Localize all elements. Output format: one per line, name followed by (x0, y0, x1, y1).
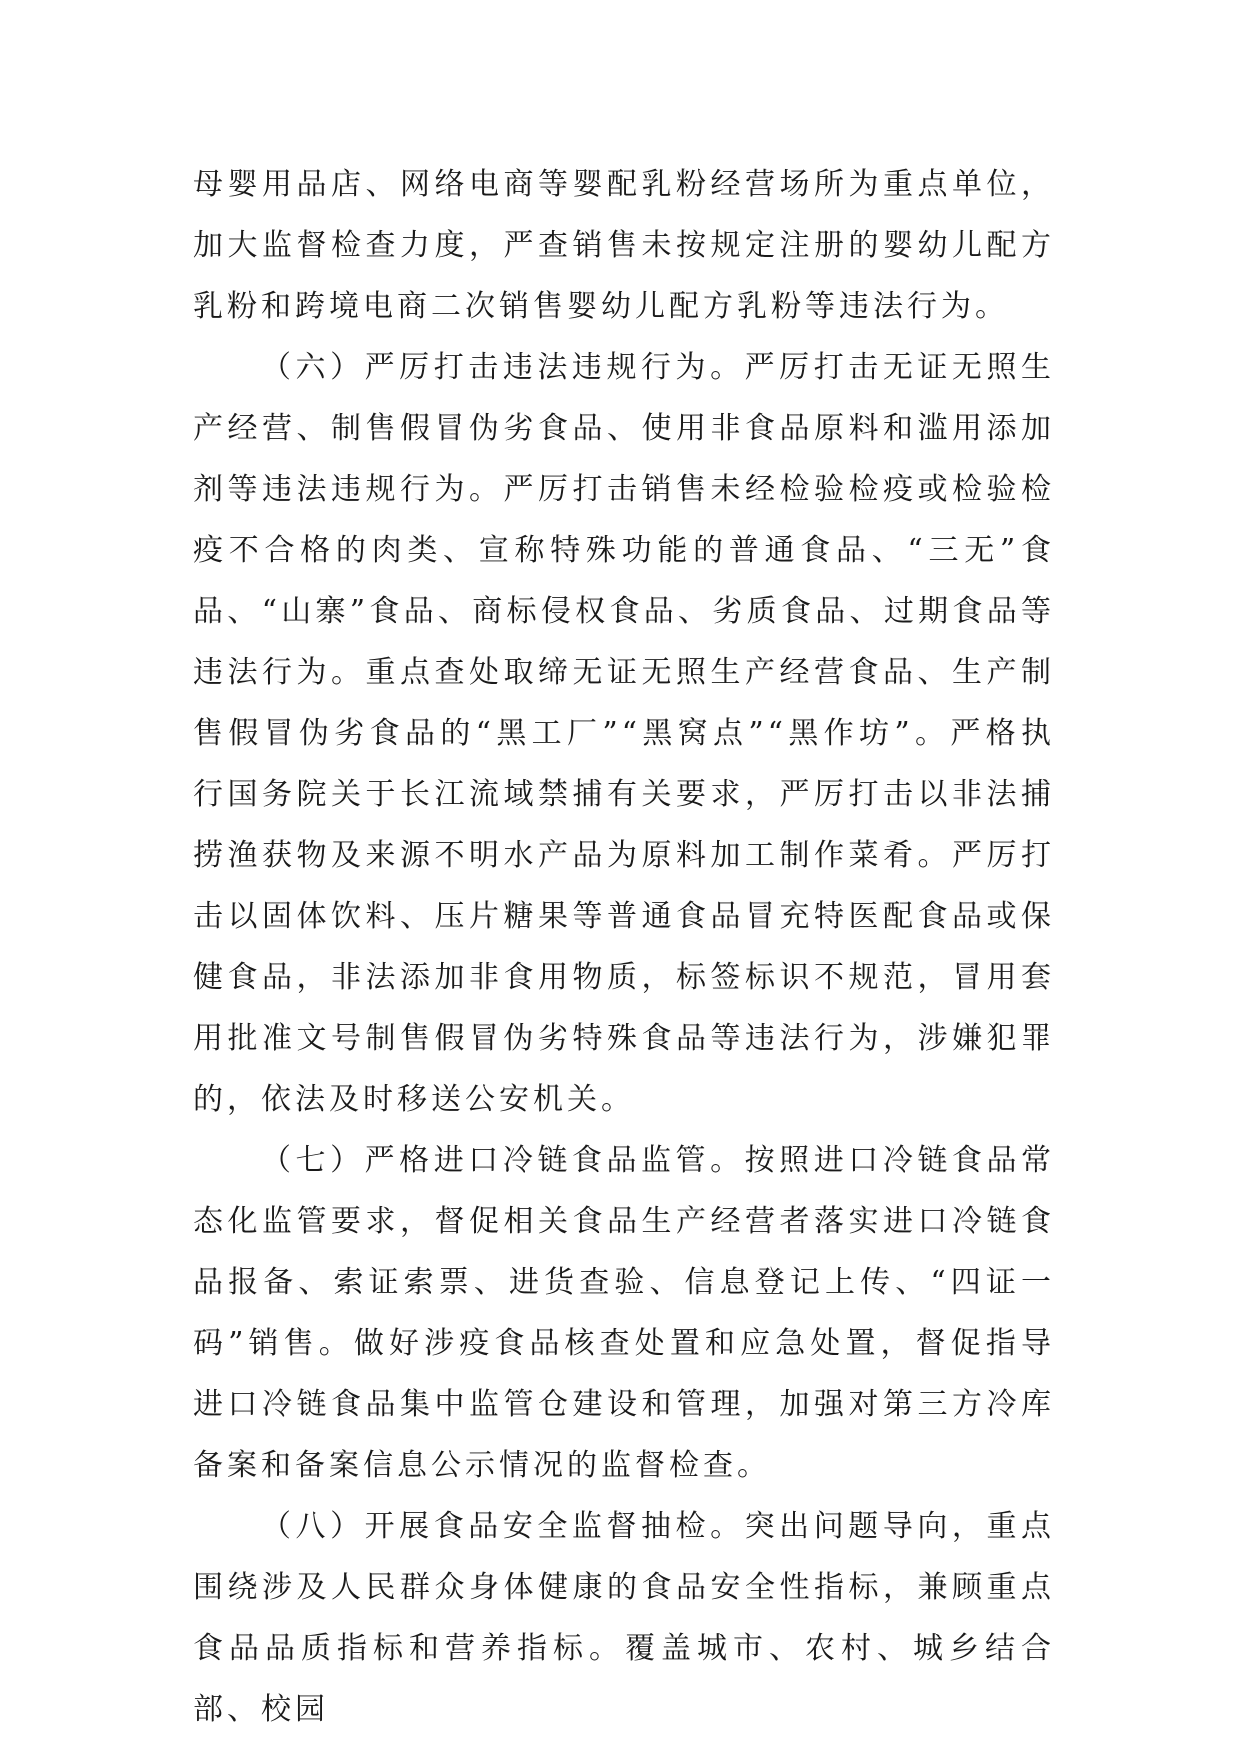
document-body (193, 154, 1055, 1740)
paragraph-continuation: 母婴用品店、网络电商等婴配乳粉经营场所为重点单位，加大监督检查力度，严查销售未按规定注册的婴幼儿配方乳粉和跨境电商二次销售婴幼儿配方乳粉等违法行为。 (193, 167, 1055, 324)
paragraph-section-8: （八）开展食品安全监督抽检。突出问题导向，重点围绕涉及人民群众身体健康的食品安全性指标，兼顾重点食品品质指标和营养指标。覆盖城市、农村、城乡结合部、校园 (193, 1509, 1055, 1727)
paragraph-section-7: （七）严格进口冷链食品监管。按照进口冷链食品常态化监管要求，督促相关食品生产经营者落实进口冷链食品报备、索证索票、进货查验、信息登记上传、“四证一码”销售。做好涉疫食品核查处置和应急处置，督促指导进口冷链食品集中监管仓建设和管理，加强对第三方冷库备案和备案信息公示情况的监督检查。 (193, 1143, 1055, 1483)
paragraph-section-6: （六）严厉打击违法违规行为。严厉打击无证无照生产经营、制售假冒伪劣食品、使用非食品原料和滥用添加剂等违法违规行为。严厉打击销售未经检验检疫或检验检疫不合格的肉类、宣称特殊功能的普通食品、“三无”食品、“山寨”食品、商标侵权食品、劣质食品、过期食品等违法行为。重点查处取缔无证无照生产经营食品、生产制售假冒伪劣食品的“黑工厂”“黑窝点”“黑作坊”。严格执行国务院关于长江流域禁捕有关要求，严厉打击以非法捕捞渔获物及来源不明水产品为原料加工制作菜肴。严厉打击以固体饮料、压片糖果等普通食品冒充特医配食品或保健食品，非法添加非食用物质，标签标识不规范，冒用套用批准文号制售假冒伪劣特殊食品等违法行为，涉嫌犯罪的，依法及时移送公安机关。 (193, 350, 1055, 1117)
